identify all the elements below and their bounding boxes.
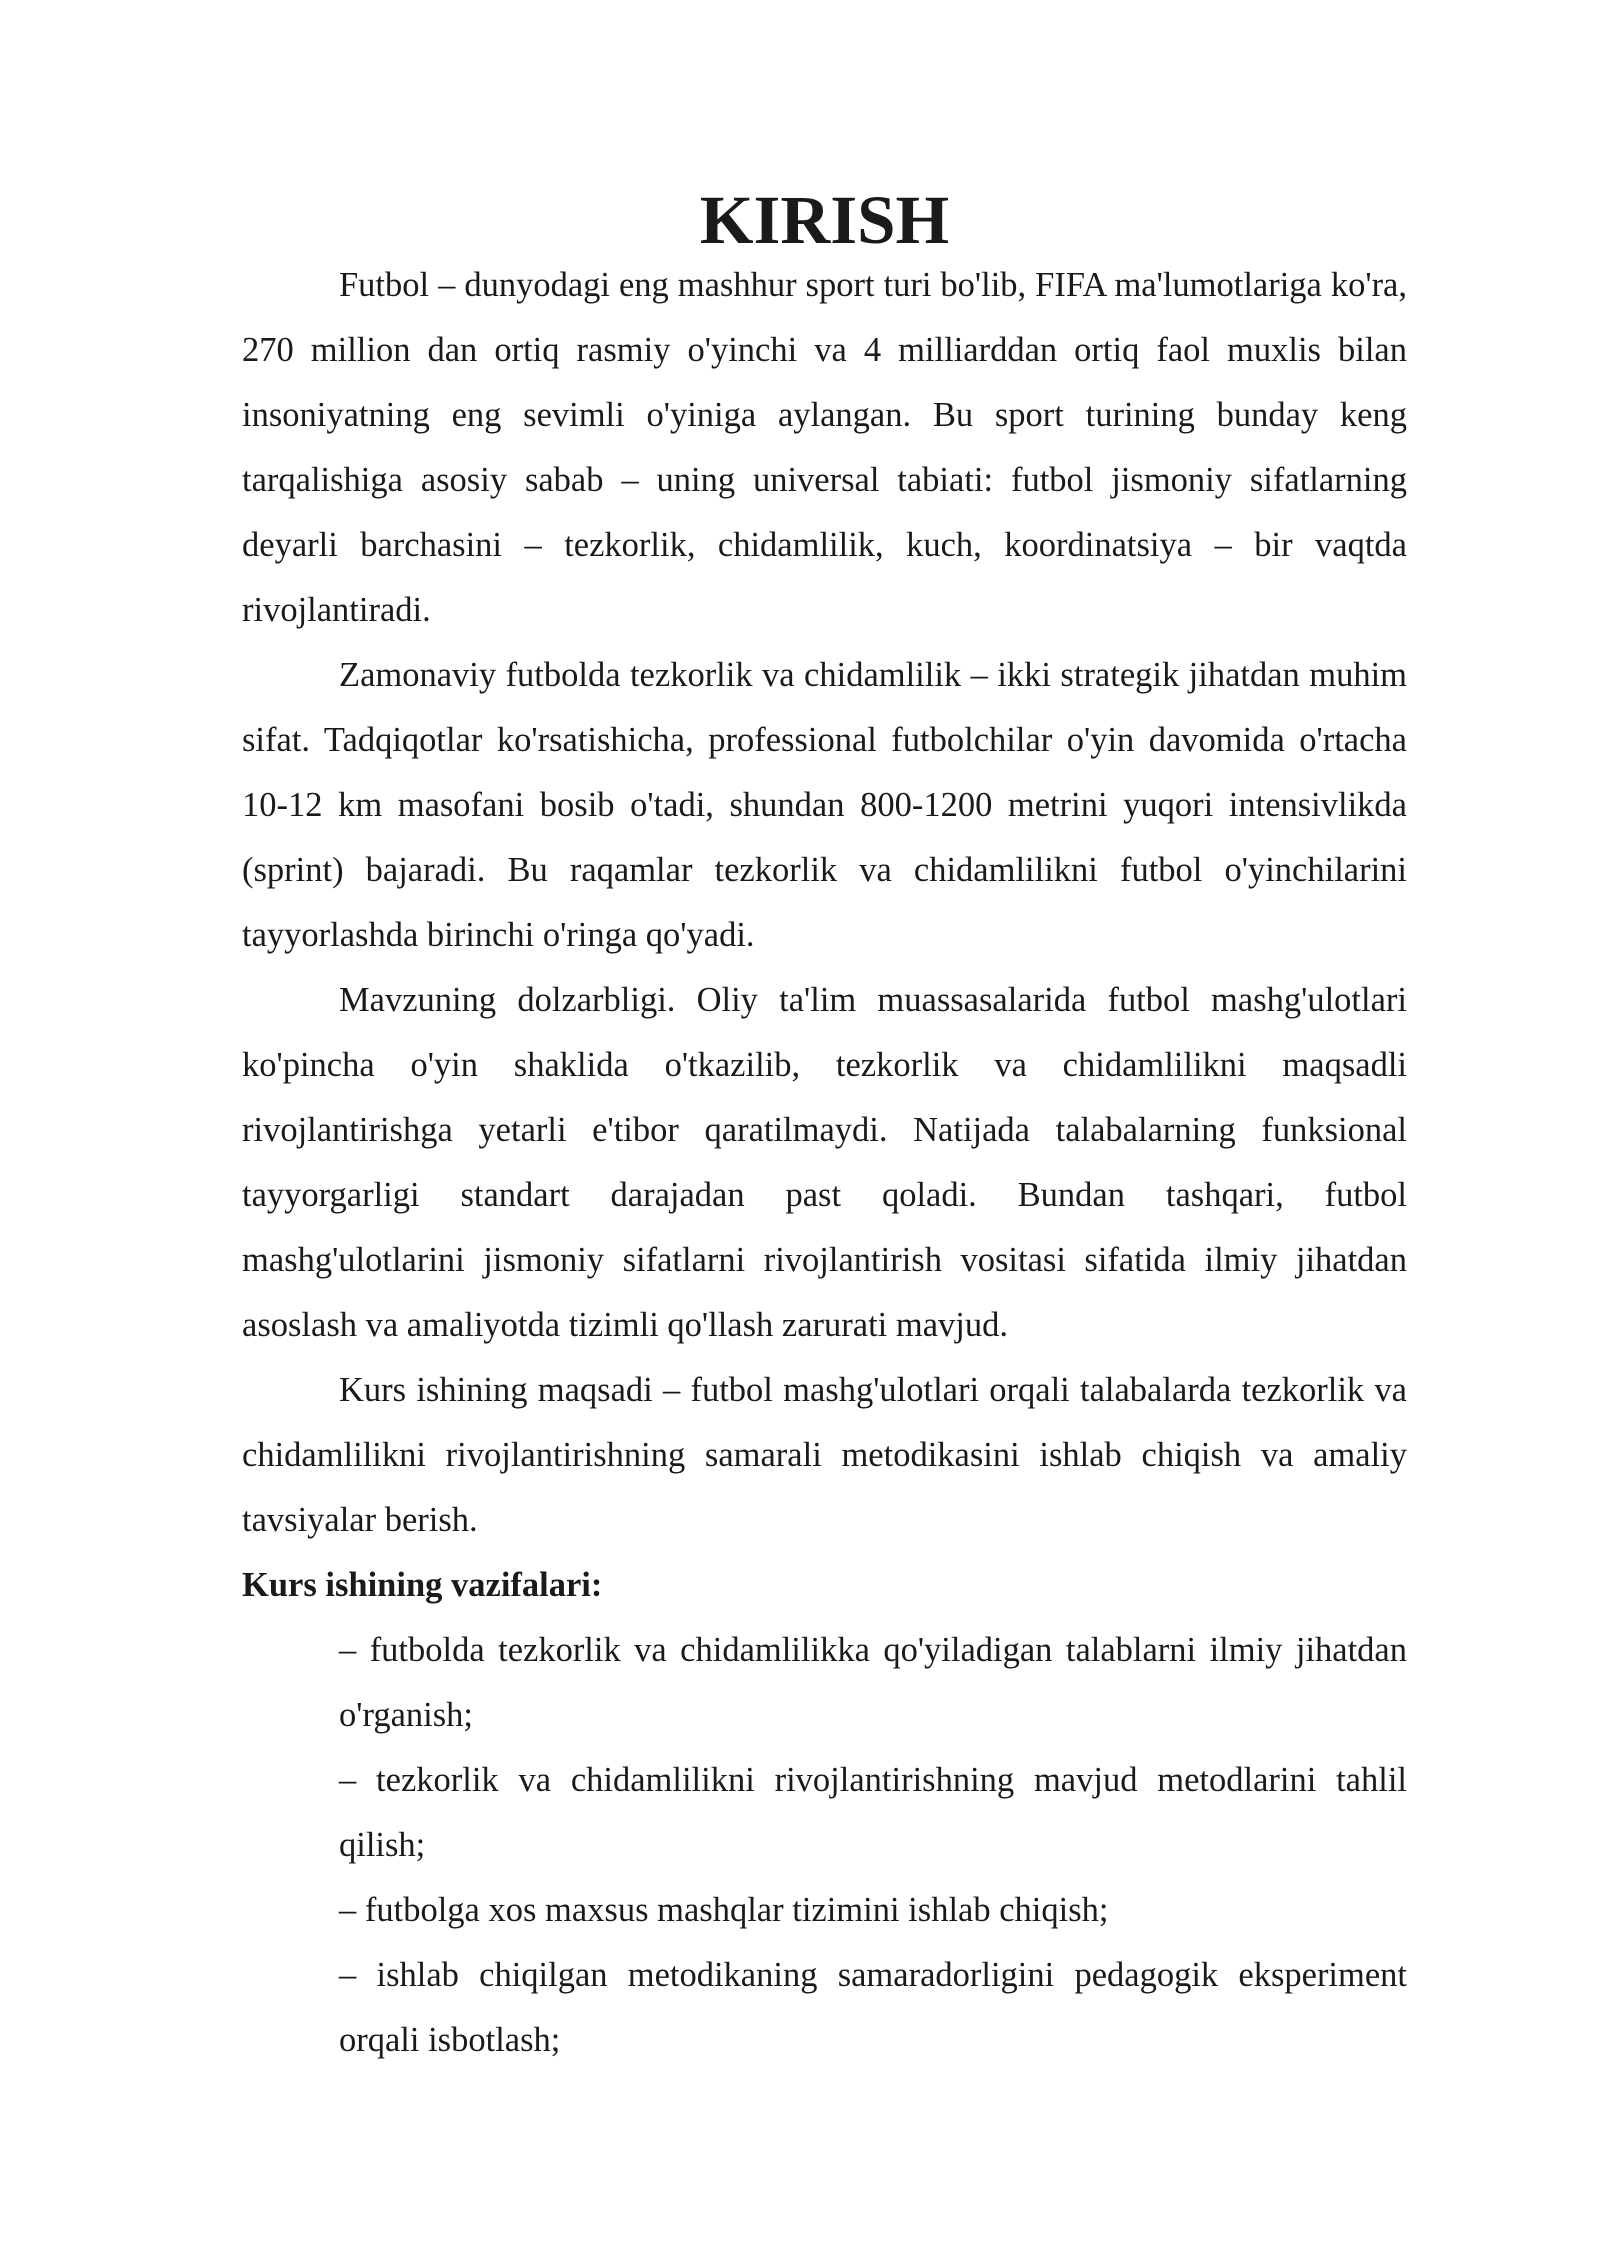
document-title: KIRISH [699,182,950,258]
tasks-list [242,1618,1407,2073]
task-item: – ishlab chiqilgan metodikaning samaradorligini pedagogik eksperiment orqali isbotlash; [339,1956,1407,2059]
paragraph-speed-endurance: Zamonaviy futbolda tezkorlik va chidamlilik – ikki strategik jihatdan muhim sifat. Tadqiqotlar ko'rsatishicha, professional futbolchilar o'yin davomida o'rtacha 10-12 km masofani bosib o'tadi, shundan 800-1200 metrini yuqori intensivlikda (sprint) bajaradi. Bu raqamlar tezkorlik va chidamlilikni futbol o'yinchilarini tayyorlashda birinchi o'ringa qo'yadi. [242,656,1407,954]
task-item: – futbolga xos maxsus mashqlar tizimini ishlab chiqish; [339,1891,1109,1929]
task-item: – futbolda tezkorlik va chidamlilikka qo'yiladigan talablarni ilmiy jihatdan o'rganish; [339,1631,1407,1734]
document-page [242,182,1407,2073]
task-item: – tezkorlik va chidamlilikni rivojlantirishning mavjud metodlarini tahlil qilish; [339,1761,1407,1864]
tasks-heading: Kurs ishining vazifalari: [242,1566,603,1604]
paragraph-introduction: Futbol – dunyodagi eng mashhur sport turi bo'lib, FIFA ma'lumotlariga ko'ra, 270 million dan ortiq rasmiy o'yinchi va 4 milliarddan ortiq faol muxlis bilan insoniyatning eng sevimli o'yiniga aylangan. Bu sport turining bunday keng tarqalishiga asosiy sabab – uning universal tabiati: futbol jismoniy sifatlarning deyarli barchasini – tezkorlik, chidamlilik, kuch, koordinatsiya – bir vaqtda rivojlantiradi. [242,266,1407,629]
paragraph-goal: Kurs ishining maqsadi – futbol mashg'ulotlari orqali talabalarda tezkorlik va chidamlilikni rivojlantirishning samarali metodikasini ishlab chiqish va amaliy tavsiyalar berish. [242,1371,1407,1539]
paragraph-relevance: Mavzuning dolzarbligi. Oliy ta'lim muassasalarida futbol mashg'ulotlari ko'pincha o'yin shaklida o'tkazilib, tezkorlik va chidamlilikni maqsadli rivojlantirishga yetarli e'tibor qaratilmaydi. Natijada talabalarning funksional tayyorgarligi standart darajadan past qoladi. Bundan tashqari, futbol mashg'ulotlarini jismoniy sifatlarni rivojlantirish vositasi sifatida ilmiy jihatdan asoslash va amaliyotda tizimli qo'llash zarurati mavjud. [242,981,1407,1344]
